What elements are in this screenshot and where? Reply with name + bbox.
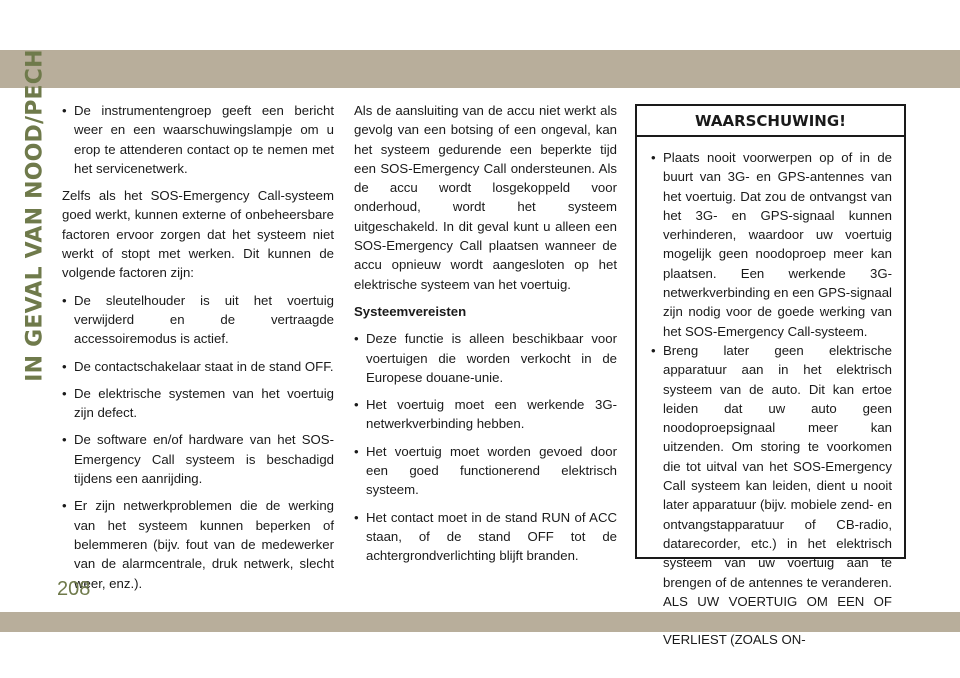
list-item: • De elektrische systemen van het voertuig zijn defect. [62, 384, 334, 423]
footer-band [0, 612, 960, 632]
list-item: • De software en/of hardware van het SOS-Emergency Call systeem is beschadigd tijdens een aanrijding. [62, 430, 334, 488]
list-item: • Er zijn netwerkproblemen die de werking van het systeem kunnen beperken of belemmeren (bijv. fout van de medewerker van de alarmcentrale, druk netwerk, slecht weer, enz.). [62, 496, 334, 592]
list-item: • Deze functie is alleen beschikbaar voor voertuigen die worden verkocht in de Europese douane-unie. [354, 329, 617, 387]
factors-paragraph: Zelfs als het SOS-Emergency Call-systeem goed werkt, kunnen externe of onbeheersbare factoren ervoor zorgen dat het systeem niet werkt of stopt met werken. Dit kunnen de volgende factoren zijn: [62, 188, 334, 281]
list-item: • Breng later geen elektrische apparatuur aan in het elektrisch systeem van de auto. Dit kan ertoe leiden dat uw auto geen noodoproepsignaal meer kan uitzenden. Om storing te voorkomen die tot uitval van het SOS-Emergency Call systeem kan leiden, dient u nooit later apparatuur (bijv. mobiele zend- en ontvangstapparatuur of CB-radio, datarecorder, etc.) in het elektrisch systeem van uw voertuig aan te brengen of de antennes te veranderen. ALS UW VOERTUIG OM EEN OF VERLIEST (ZOALS ON- [651, 341, 892, 650]
requirements-list [354, 329, 617, 565]
left-column [62, 101, 334, 601]
list-item: • De sleutelhouder is uit het voertuig verwijderd en de vertraagde accessoiremodus is actief. [62, 291, 334, 349]
warning-body [637, 137, 904, 650]
header-band [0, 50, 960, 88]
section-title-text: IN GEVAL VAN NOOD/PECH [22, 49, 48, 382]
warning-list [651, 148, 892, 650]
list-item: • Het voertuig moet worden gevoed door een goed functionerend elektrisch systeem. [354, 442, 617, 500]
battery-paragraph: Als de aansluiting van de accu niet werkt als gevolg van een botsing of een ongeval, kan het systeem gedurende een beperkte tijd een SOS-Emergency Call ondersteunen. Als de accu wordt losgekoppeld voor onderhoud, wordt het systeem uitgeschakeld. In dit geval kunt u alleen een SOS-Emergency Call plaatsen wanneer de accu opnieuw wordt aangesloten op het elektrische systeem van het voertuig. [354, 103, 617, 292]
list-item: • Plaats nooit voorwerpen op of in de buurt van 3G- en GPS-antennes van het voertuig. Dat zou de ontvangst van het 3G- en GPS-signaal kunnen verhinderen, waardoor uw voertuig mogelijk geen noodoproep meer kan plaatsen. Een werkende 3G-netwerkverbinding en een GPS-signaal zijn nodig voor de goede werking van het SOS-Emergency Call-systeem. [651, 148, 892, 341]
list-item: • Het voertuig moet een werkende 3G-netwerkverbinding hebben. [354, 395, 617, 434]
warning-title: WAARSCHUWING! [637, 106, 904, 137]
middle-column [354, 101, 617, 574]
list-item: • Het contact moet in de stand RUN of ACC staan, of de stand OFF tot de achtergrondverlichting blijft branden. [354, 508, 617, 566]
list-item: • De contactschakelaar staat in de stand OFF. [62, 357, 334, 376]
page-number: 208 [57, 578, 91, 600]
intro-list [62, 101, 334, 178]
factors-list [62, 291, 334, 593]
requirements-heading: Systeemvereisten [354, 303, 467, 319]
list-item: • De instrumentengroep geeft een bericht weer en een waarschuwingslampje om u erop te attenderen contact op te nemen met het servicenetwerk. [62, 101, 334, 178]
warning-box [635, 104, 906, 648]
section-title [14, 49, 56, 382]
